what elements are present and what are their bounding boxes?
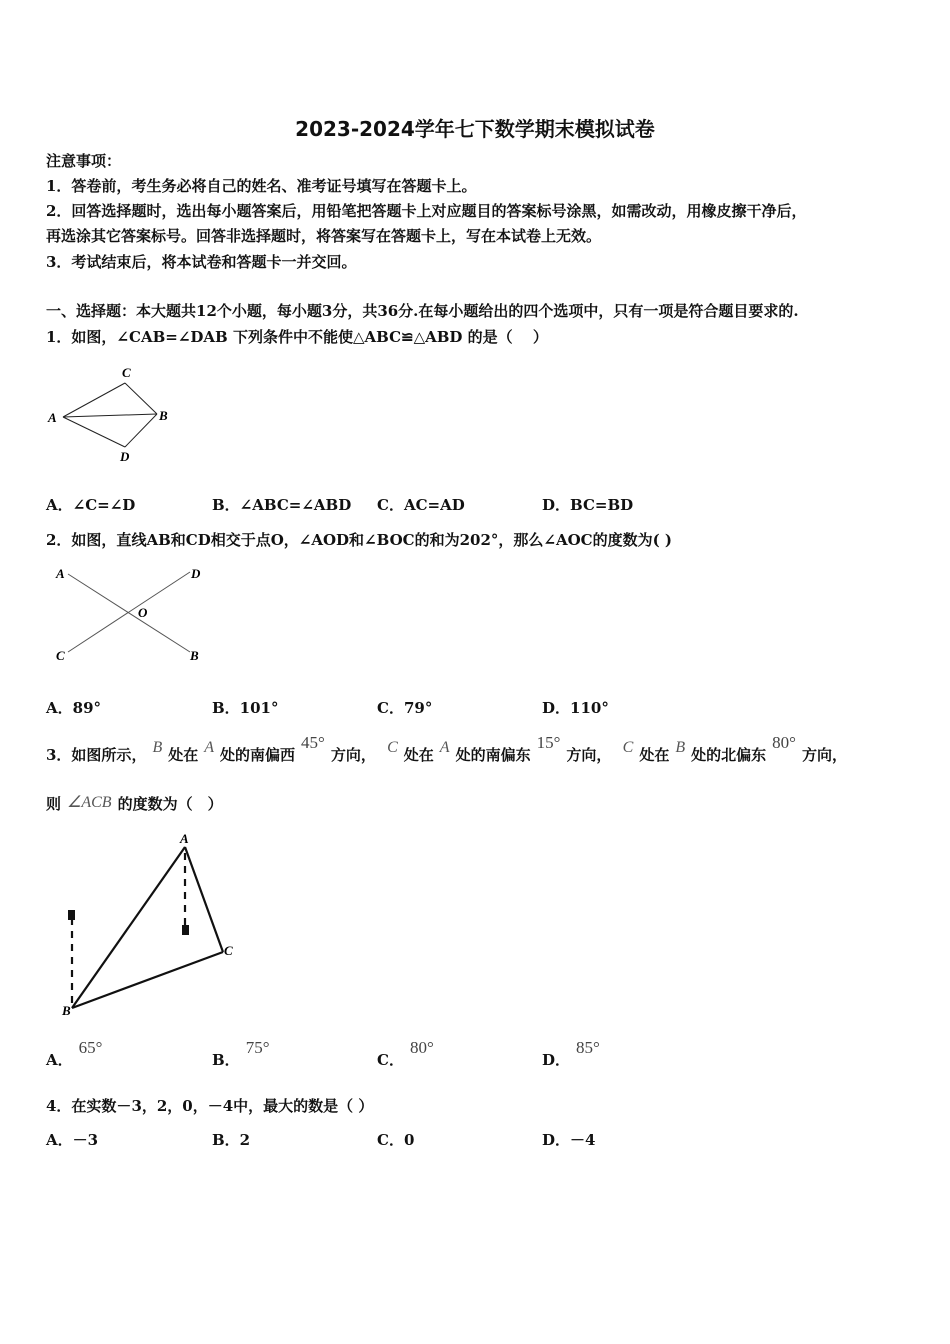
- text: 处的南偏东: [455, 746, 531, 764]
- label-a: A: [56, 566, 65, 581]
- label-d: D: [120, 449, 130, 464]
- text: 方向，: [330, 746, 376, 764]
- label-b: B: [159, 408, 168, 423]
- letter: C．: [377, 1051, 404, 1069]
- q2-option-a[interactable]: A．89°: [46, 699, 102, 717]
- label-c: C: [122, 365, 131, 380]
- q3-option-a[interactable]: [46, 1038, 108, 1070]
- var: B: [152, 739, 163, 756]
- angle: ∠ACB: [67, 794, 112, 811]
- q2-option-c[interactable]: C．79°: [377, 699, 433, 717]
- var: A: [204, 739, 215, 756]
- section-heading: 一、选择题：本大题共12个小题，每小题3分，共36分.在每小题给出的四个选项中，只有一项是符合题目要求的.: [46, 302, 799, 320]
- notice-item: 3．考试结束后，将本试卷和答题卡一并交回。: [46, 253, 357, 271]
- letter: D．: [542, 1051, 571, 1069]
- notice-item: 1．答卷前，考生务必将自己的姓名、准考证号填写在答题卡上。: [46, 177, 477, 195]
- q3-option-d[interactable]: [542, 1038, 606, 1070]
- degree: 45°: [301, 733, 325, 752]
- label-b: B: [62, 1003, 71, 1018]
- q1-option-d[interactable]: D．BC=BD: [542, 496, 634, 514]
- question-1-stem: 1．如图，∠CAB=∠DAB 下列条件中不能使△ABC≌△ABD 的是（ ）: [46, 328, 548, 346]
- question-2-stem: 2．如图，直线AB和CD相交于点O，∠AOD和∠BOC的和为202°，那么∠AOC的度数为( ): [46, 531, 673, 549]
- var: C: [387, 739, 398, 756]
- q4-option-a[interactable]: A．－3: [46, 1131, 99, 1149]
- var: C: [622, 739, 634, 756]
- q2-option-b[interactable]: B．101°: [212, 699, 279, 717]
- q4-option-d[interactable]: D．－4: [542, 1131, 596, 1149]
- text: 处的北偏东: [691, 746, 767, 764]
- value: 80°: [409, 1038, 434, 1057]
- text: 处的南偏西: [220, 746, 296, 764]
- text: 3．如图所示，: [46, 746, 147, 764]
- degree: 15°: [536, 733, 561, 752]
- label-c: C: [56, 648, 65, 663]
- letter: A．: [46, 1051, 73, 1069]
- q3-option-c[interactable]: [377, 1038, 440, 1070]
- var: A: [439, 739, 450, 756]
- question-4-stem: 4．在实数－3，2，0，－4中，最大的数是（ ）: [46, 1097, 374, 1115]
- label-a: A: [48, 410, 57, 425]
- value: 85°: [576, 1038, 600, 1057]
- q1-option-a[interactable]: A．∠C=∠D: [46, 496, 136, 514]
- value: 75°: [245, 1038, 270, 1057]
- var: B: [675, 739, 686, 756]
- question-3-stem: [46, 733, 847, 766]
- label-a: A: [180, 831, 189, 846]
- q1-option-c[interactable]: C．AC=AD: [377, 496, 465, 514]
- text: 处在: [639, 746, 670, 764]
- value: 65°: [78, 1038, 103, 1057]
- letter: B．: [212, 1051, 240, 1069]
- notice-heading: 注意事项：: [46, 152, 122, 170]
- notice-item: 2．回答选择题时，选出每小题答案后，用铅笔把答题卡上对应题目的答案标号涂黑，如需改动，用橡皮擦干净后，: [46, 202, 807, 220]
- text: 则: [46, 795, 62, 813]
- text: 处在: [168, 746, 199, 764]
- text: 方向，: [566, 746, 612, 764]
- label-b: B: [190, 648, 199, 663]
- degree: 80°: [772, 733, 796, 752]
- question-2-figure: [50, 562, 210, 670]
- text: 处在: [403, 746, 434, 764]
- question-3-figure: [58, 825, 248, 1020]
- text: 的度数为（ ）: [117, 795, 223, 813]
- q4-option-b[interactable]: B．2: [212, 1131, 251, 1149]
- label-d: D: [191, 566, 201, 581]
- q4-option-c[interactable]: C．0: [377, 1131, 415, 1149]
- notice-item: 再选涂其它答案标号。回答非选择题时，将答案写在答题卡上，写在本试卷上无效。: [46, 227, 602, 245]
- page-title: 2023-2024学年七下数学期末模拟试卷: [295, 117, 655, 141]
- text: 方向，: [801, 746, 847, 764]
- label-o: O: [138, 605, 148, 620]
- question-3-stem-line2: [46, 794, 223, 815]
- question-1-figure: [45, 362, 175, 467]
- q3-option-b[interactable]: [212, 1038, 276, 1070]
- label-c: C: [224, 943, 233, 958]
- q1-option-b[interactable]: B．∠ABC=∠ABD: [212, 496, 352, 514]
- q2-option-d[interactable]: D．110°: [542, 699, 609, 717]
